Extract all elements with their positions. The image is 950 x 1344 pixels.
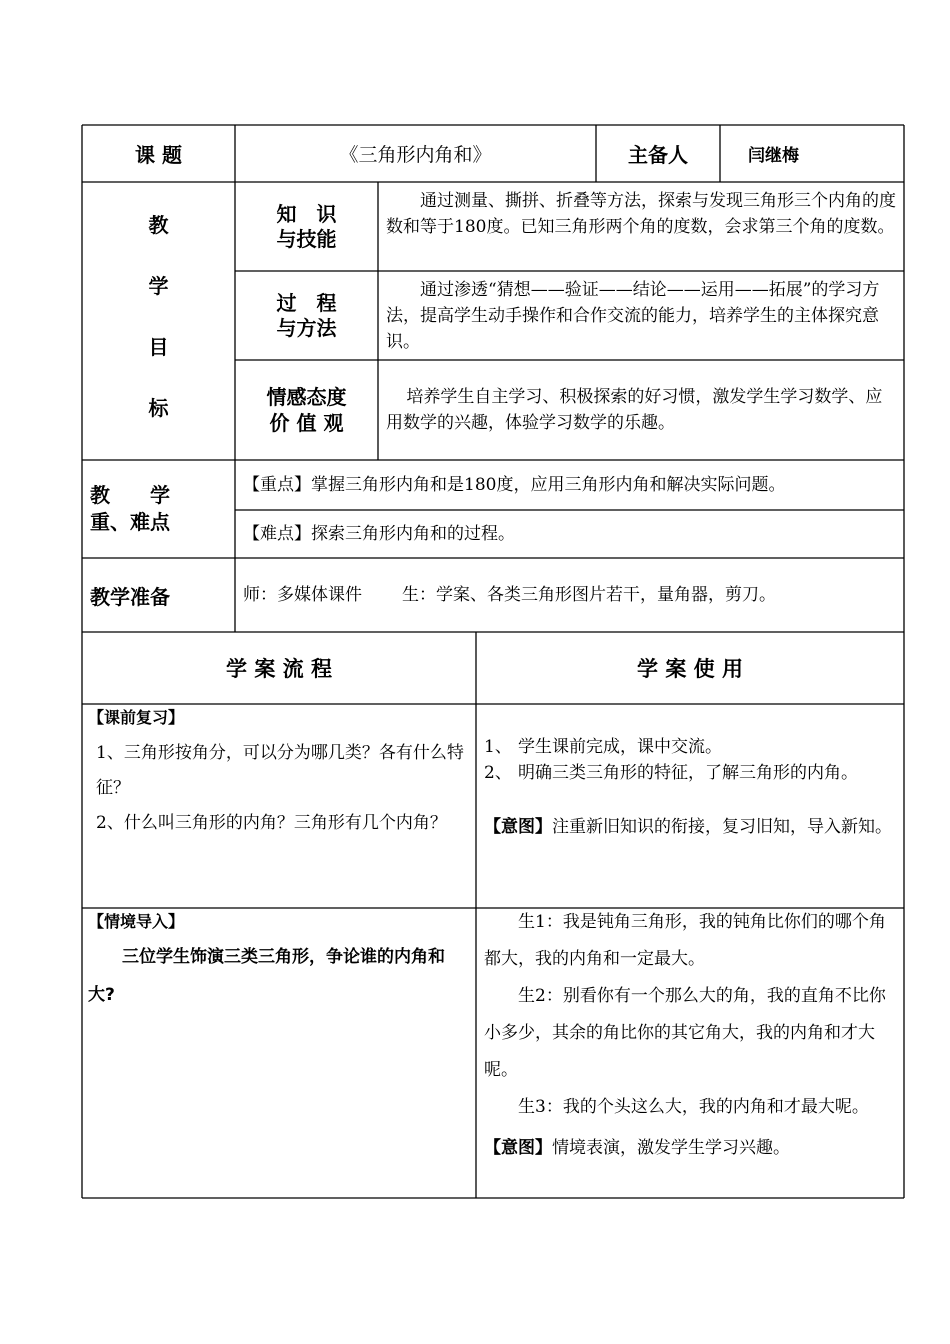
label-line: 与方法 <box>276 315 337 340</box>
key-point <box>243 460 898 510</box>
objective-attitude-label <box>235 360 378 460</box>
scene-text: 三位学生饰演三类三角形，争论谁的内角和大? <box>88 947 445 1005</box>
objectives-label <box>82 182 235 460</box>
intent-text: 情境表演，激发学生学习兴趣。 <box>552 1138 790 1158</box>
scene-student-3: 生3：我的个头这么大，我的内角和才最大呢。 <box>518 1097 869 1117</box>
prep-teacher: 师：多媒体课件 <box>243 585 362 605</box>
objective-attitude-text: 培养学生自主学习、积极探索的好习惯，激发学生学习数学、应用数学的兴趣，体验学习数学的乐趣。 <box>386 387 883 433</box>
keypoints-label <box>90 460 230 558</box>
label-line: 过 程 <box>276 290 337 315</box>
review-tag: 【课前复习】 <box>88 708 185 727</box>
review-use-2 <box>484 760 898 786</box>
scene-student-1: 生1：我是钝角三角形，我的钝角比你们的哪个角都大，我的内角和一定最大。 <box>484 912 886 969</box>
prep-label: 教学准备 <box>90 584 170 609</box>
scene-tag: 【情境导入】 <box>88 912 185 931</box>
diff-tag: 【难点】 <box>243 524 311 544</box>
prep-content <box>243 558 898 632</box>
list-text: 学生课前完成，课中交流。 <box>518 737 722 757</box>
intent-tag: 【意图】 <box>484 1138 552 1158</box>
scene-intent <box>484 1130 898 1167</box>
review-question-2: 2、什么叫三角形的内角？三角形有几个内角？ <box>96 813 447 833</box>
objective-knowledge-label <box>235 182 378 271</box>
key-tag: 【重点】 <box>243 475 311 495</box>
topic-label: 课 题 <box>135 143 182 167</box>
scene-left <box>88 910 470 1190</box>
objectives-char: 标 <box>148 396 169 420</box>
objectives-char: 目 <box>148 335 169 359</box>
flow-left-header: 学 案 流 程 <box>226 657 332 681</box>
list-number: 1、 <box>484 737 512 757</box>
label-line: 知 识 <box>276 201 337 226</box>
label-line: 与技能 <box>276 226 337 251</box>
objective-process-text: 通过渗透“猜想——验证——结论——运用——拓展”的学习方法，提高学生动手操作和合作交流的能力，培养学生的主体探究意识。 <box>386 280 880 352</box>
key-text: 掌握三角形内角和是180度，应用三角形内角和解决实际问题。 <box>311 475 786 495</box>
objectives-char: 教 <box>148 213 169 237</box>
review-use-1 <box>484 734 898 760</box>
label-line: 教 学 <box>90 483 170 507</box>
label-line: 重、难点 <box>90 510 170 534</box>
label-line: 价 值 观 <box>269 411 344 435</box>
review-intent <box>484 808 898 846</box>
review-left <box>88 706 470 906</box>
diff-text: 探索三角形内角和的过程。 <box>311 524 515 544</box>
review-question-1: 1、三角形按角分，可以分为哪几类？各有什么特征？ <box>96 743 464 798</box>
intent-text: 注重新旧知识的衔接，复习旧知，导入新知。 <box>552 817 892 837</box>
objectives-char: 学 <box>148 274 169 298</box>
difficult-point <box>243 510 898 558</box>
owner-label: 主备人 <box>628 143 688 167</box>
list-number: 2、 <box>484 763 512 783</box>
scene-right <box>484 908 898 1198</box>
objective-knowledge-text: 通过测量、撕拼、折叠等方法，探索与发现三角形三个内角的度数和等于180度。已知三角形两个角的度数，会求第三个角的度数。 <box>386 191 896 237</box>
label-line: 情感态度 <box>266 385 347 409</box>
objective-process-label <box>235 271 378 360</box>
prep-student: 生：学案、各类三角形图片若干，量角器，剪刀。 <box>402 585 776 605</box>
review-right <box>484 734 898 906</box>
intent-tag: 【意图】 <box>484 817 552 837</box>
flow-right-header: 学 案 使 用 <box>637 657 743 681</box>
scene-student-2: 生2：别看你有一个那么大的角，我的直角不比你小多少，其余的角比你的其它角大，我的内角和才大呢。 <box>484 986 886 1080</box>
list-text: 明确三类三角形的特征，了解三角形的内角。 <box>518 763 858 783</box>
lesson-title: 《三角形内角和》 <box>339 144 492 166</box>
owner-name: 闫继梅 <box>748 146 799 166</box>
